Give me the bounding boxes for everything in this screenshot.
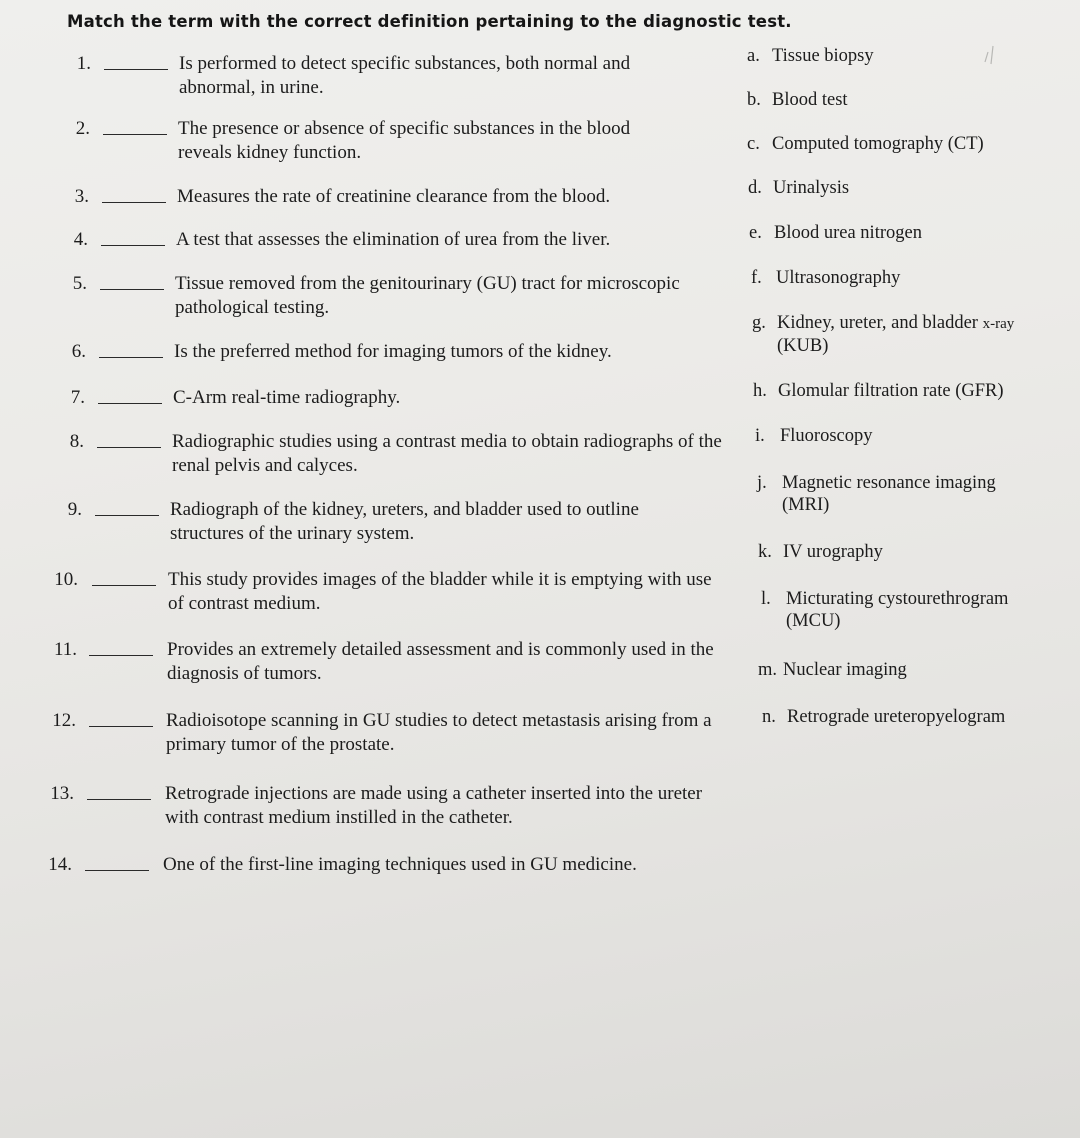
option-text: Kidney, ureter, and bladder [777, 313, 978, 333]
option-letter: d. [748, 178, 762, 198]
option-text-continued: (MRI) [782, 495, 830, 515]
option-text: Ultrasonography [776, 268, 901, 288]
option-l [761, 588, 1008, 632]
option-text: Tissue biopsy [772, 46, 874, 66]
option-text: IV urography [783, 542, 883, 562]
question-definition: Is the preferred method for imaging tumors of the kidney. [174, 341, 612, 362]
option-text: Fluoroscopy [780, 426, 873, 446]
question-definition: The presence or absence of specific substances in the blood reveals kidney function. [178, 118, 631, 163]
option-letter: h. [753, 381, 767, 401]
option-f [751, 267, 900, 289]
option-letter: a. [747, 46, 760, 66]
answer-blank[interactable] [101, 245, 165, 246]
question-number: 11. [53, 639, 77, 660]
question-number: 8. [69, 431, 84, 452]
question-definition: Radiograph of the kidney, ureters, and bladder used to outline structures of the urinary system. [170, 499, 639, 544]
option-text: Blood test [772, 90, 848, 110]
option-letter: g. [752, 313, 766, 333]
answer-blank[interactable] [99, 357, 163, 358]
question-number: 1. [76, 53, 91, 74]
answer-blank[interactable] [89, 655, 153, 656]
option-text: Retrograde ureteropyelogram [787, 707, 1006, 727]
option-text: Nuclear imaging [783, 660, 907, 680]
option-letter: b. [747, 90, 761, 110]
question-number: 13. [50, 783, 74, 804]
pencil-mark-icon [982, 44, 996, 66]
question-definition: Measures the rate of creatinine clearance from the blood. [177, 186, 611, 207]
question-number: 4. [73, 229, 88, 250]
question-number: 6. [71, 341, 86, 362]
question-definition: A test that assesses the elimination of urea from the liver. [176, 229, 611, 250]
option-text: Computed tomography (CT) [772, 134, 984, 154]
question-definition: Is performed to detect specific substances, both normal and abnormal, in urine. [179, 53, 631, 98]
question-number: 7. [70, 387, 85, 408]
option-letter: l. [761, 589, 771, 609]
option-text-continued: (MCU) [786, 611, 841, 631]
answer-blank[interactable] [100, 289, 164, 290]
option-letter: n. [762, 707, 776, 727]
answer-blank[interactable] [98, 403, 162, 404]
question-definition: This study provides images of the bladder while it is emptying with use of contrast medium. [168, 569, 712, 614]
answer-blank[interactable] [103, 134, 167, 135]
option-letter: f. [751, 268, 762, 288]
option-text: Glomular filtration rate (GFR) [778, 381, 1004, 401]
answer-blank[interactable] [92, 585, 156, 586]
option-j [757, 472, 996, 516]
option-text: Urinalysis [773, 178, 850, 198]
worksheet-heading: Match the term with the correct definition pertaining to the diagnostic test. [67, 12, 792, 31]
option-m [758, 659, 907, 681]
question-number: 9. [67, 499, 82, 520]
option-letter: j. [757, 473, 767, 493]
question-definition: One of the first-line imaging techniques used in GU medicine. [163, 854, 637, 875]
answer-blank[interactable] [104, 69, 168, 70]
option-letter: c. [747, 134, 760, 154]
question-number: 5. [72, 273, 87, 294]
question-definition: Retrograde injections are made using a catheter inserted into the ureter with contrast medium instilled in the catheter. [165, 783, 703, 828]
option-n [762, 706, 1005, 728]
question-number: 2. [75, 118, 90, 139]
option-b [747, 89, 848, 111]
answer-blank[interactable] [97, 447, 161, 448]
option-g [752, 312, 1014, 357]
answer-blank[interactable] [87, 799, 151, 800]
option-text-small: x-ray [982, 316, 1015, 332]
answer-blank[interactable] [102, 202, 166, 203]
question-definition: C-Arm real-time radiography. [173, 387, 401, 408]
answer-blank[interactable] [89, 726, 153, 727]
option-c [747, 133, 984, 155]
option-letter: m. [758, 660, 778, 680]
answer-blank[interactable] [95, 515, 159, 516]
option-h [753, 380, 1004, 402]
question-definition: Radioisotope scanning in GU studies to detect metastasis arising from a primary tumor of the prostate. [166, 710, 712, 755]
option-i [755, 425, 873, 447]
answer-blank[interactable] [85, 870, 149, 871]
option-e [749, 222, 922, 244]
question-definition: Tissue removed from the genitourinary (GU) tract for microscopic pathological testing. [175, 273, 680, 318]
option-letter: e. [749, 223, 762, 243]
option-d [748, 177, 849, 199]
question-number: 10. [54, 569, 78, 590]
option-a [747, 45, 874, 67]
option-text-continued: (KUB) [777, 336, 829, 356]
question-definition: Provides an extremely detailed assessment and is commonly used in the diagnosis of tumors. [167, 639, 714, 684]
option-k [758, 541, 883, 563]
option-letter: k. [758, 542, 772, 562]
question-number: 12. [52, 710, 76, 731]
question-number: 14. [48, 854, 72, 875]
option-text: Micturating cystourethrogram [786, 589, 1009, 609]
option-text: Blood urea nitrogen [774, 223, 922, 243]
option-letter: i. [755, 426, 765, 446]
question-definition: Radiographic studies using a contrast media to obtain radiographs of the renal pelvis and calyces. [172, 431, 722, 476]
option-text: Magnetic resonance imaging [782, 473, 996, 493]
question-number: 3. [74, 186, 89, 207]
